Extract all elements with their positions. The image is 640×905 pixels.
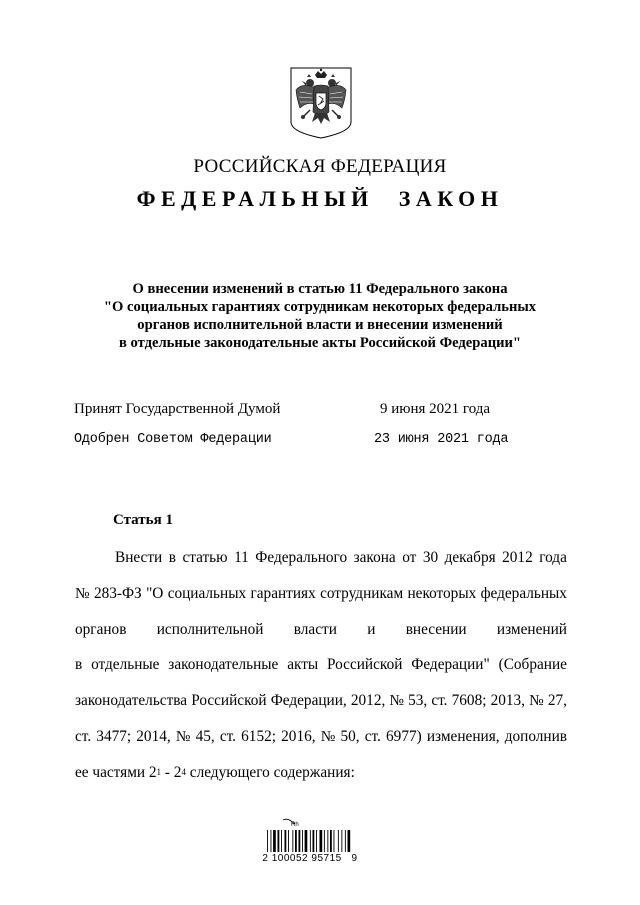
article-word: 11 — [234, 549, 249, 566]
article-line — [75, 540, 567, 576]
law-title-line: О внесении изменений в статью 11 Федерального закона — [132, 281, 508, 297]
adopted-by-duma-date: 9 июня 2021 года — [380, 401, 491, 417]
law-title-line: в отдельные законодательные акты Российской Федерации" — [118, 335, 522, 351]
barcode-bar — [305, 830, 308, 852]
article-word: законодательства — [75, 692, 188, 710]
last-line-prefix: ее частями 2 — [75, 763, 157, 781]
article-word: ст. — [364, 727, 381, 745]
country-name: РОССИЙСКАЯ ФЕДЕРАЦИЯ — [193, 156, 447, 177]
barcode-bar — [273, 830, 276, 852]
barcode-bar — [330, 830, 332, 852]
law-title-line: органов исполнительной власти и внесении изменений — [137, 317, 503, 333]
article-heading: Статья 1 — [113, 512, 173, 528]
article-word: № — [175, 727, 191, 745]
article-word: органов — [75, 620, 127, 638]
article-word: № — [75, 584, 90, 602]
article-word: 6152; — [241, 727, 276, 745]
state-emblem — [288, 66, 354, 140]
article-word: 6977) — [386, 727, 422, 745]
article-word: ст. — [219, 727, 237, 745]
article-word: закона — [353, 549, 396, 566]
article-word: дополнив — [504, 727, 567, 745]
barcode-bar — [345, 830, 346, 852]
article-word: 2016, — [281, 727, 316, 745]
article-word: 3477; — [96, 727, 132, 745]
article-word: "О — [146, 584, 164, 602]
barcode-bar — [327, 830, 328, 852]
article-word: статью — [182, 549, 228, 566]
article-line — [75, 647, 567, 683]
article-word: декабря — [444, 549, 496, 566]
article-word: законодательные — [168, 656, 279, 674]
approved-by-council-date: 23 июня 2021 года — [374, 432, 509, 447]
article-word: федеральных — [480, 584, 567, 602]
article-line — [75, 576, 567, 612]
article-word: изменения, — [426, 727, 500, 745]
approved-by-council-label: Одобрен Советом Федерации — [74, 432, 272, 447]
article-word: года — [539, 549, 567, 566]
article-word: власти — [293, 620, 337, 638]
barcode-bar — [313, 830, 315, 852]
barcode-bar — [285, 830, 287, 852]
article-word: отдельные — [91, 656, 160, 674]
article-word: Федерации, — [270, 692, 347, 710]
article-word: ст. — [431, 692, 448, 710]
article-word: 2012 — [502, 549, 533, 566]
article-word: 50, — [340, 727, 360, 745]
barcode-bar — [310, 830, 311, 852]
article-word: 2013, — [490, 692, 525, 710]
article-word: исполнительной — [156, 620, 264, 638]
barcode-bar — [348, 830, 351, 852]
article-word: 45, — [195, 727, 215, 745]
barcode-bar — [302, 830, 303, 852]
document-type: ФЕДЕРАЛЬНЫЙ ЗАКОН — [136, 186, 504, 211]
barcode-number: 2 100052 95715 9 — [262, 853, 358, 864]
last-line-suffix: следующего содержания: — [185, 763, 355, 781]
article-line-last — [75, 755, 567, 791]
barcode-bar — [334, 830, 335, 852]
law-title-line: "О социальных гарантиях сотрудникам некоторых федеральных — [103, 299, 537, 315]
article-word: 27, — [547, 692, 567, 710]
article-word: Федерального — [255, 549, 348, 566]
article-word: сотрудникам — [320, 584, 404, 602]
barcode-bar — [271, 830, 272, 852]
article-word: 7608; — [451, 692, 487, 710]
article-word: акты — [287, 656, 319, 674]
barcode-bar — [292, 830, 293, 852]
barcode-bar — [324, 830, 325, 852]
article-line — [75, 719, 567, 755]
law-title — [80, 280, 560, 352]
article-word: некоторых — [407, 584, 477, 602]
barcode-bar — [267, 830, 268, 852]
svg-text:Rh: Rh — [291, 822, 299, 828]
article-word: № — [320, 727, 336, 745]
barcode-bar — [316, 830, 317, 852]
article-word: № — [529, 692, 544, 710]
article-word: внесении — [405, 620, 467, 638]
barcode-bar — [338, 830, 339, 852]
article-word: 30 — [422, 549, 439, 566]
article-line — [75, 612, 567, 648]
barcode-bar — [341, 830, 342, 852]
superscript: 4 — [181, 766, 186, 777]
article-word: гарантиях — [250, 584, 316, 602]
article-word: в — [168, 549, 176, 566]
article-word: и — [367, 620, 376, 638]
article-word: 2012, — [350, 692, 386, 710]
article-word: изменений — [496, 620, 567, 638]
article-word: ст. — [75, 727, 92, 745]
article-body — [75, 540, 567, 791]
article-word: № — [389, 692, 405, 710]
superscript: 1 — [156, 766, 162, 777]
article-word: 283-ФЗ — [93, 584, 142, 602]
article-word: Российской — [191, 692, 267, 710]
article-word: в — [75, 656, 83, 674]
barcode-bar — [299, 830, 301, 852]
barcode-bar — [320, 830, 323, 852]
article-line — [75, 683, 567, 719]
article-word: (Собрание — [498, 656, 567, 674]
article-word: Внести — [115, 549, 163, 566]
article-word: Федерации" — [411, 656, 490, 674]
adopted-by-duma-label: Принят Государственной Думой — [74, 401, 281, 417]
article-word: 53, — [408, 692, 428, 710]
barcode-bar — [281, 830, 282, 852]
barcode-bar — [288, 830, 289, 852]
article-word: социальных — [167, 584, 247, 602]
double-headed-eagle-icon — [288, 66, 354, 140]
last-line-dash: - 2 — [161, 763, 182, 781]
article-word: 2014, — [136, 727, 171, 745]
barcode-bar — [278, 830, 280, 852]
article-word: Российской — [327, 656, 403, 674]
article-word: от — [402, 549, 417, 566]
barcode-bar — [295, 830, 297, 852]
